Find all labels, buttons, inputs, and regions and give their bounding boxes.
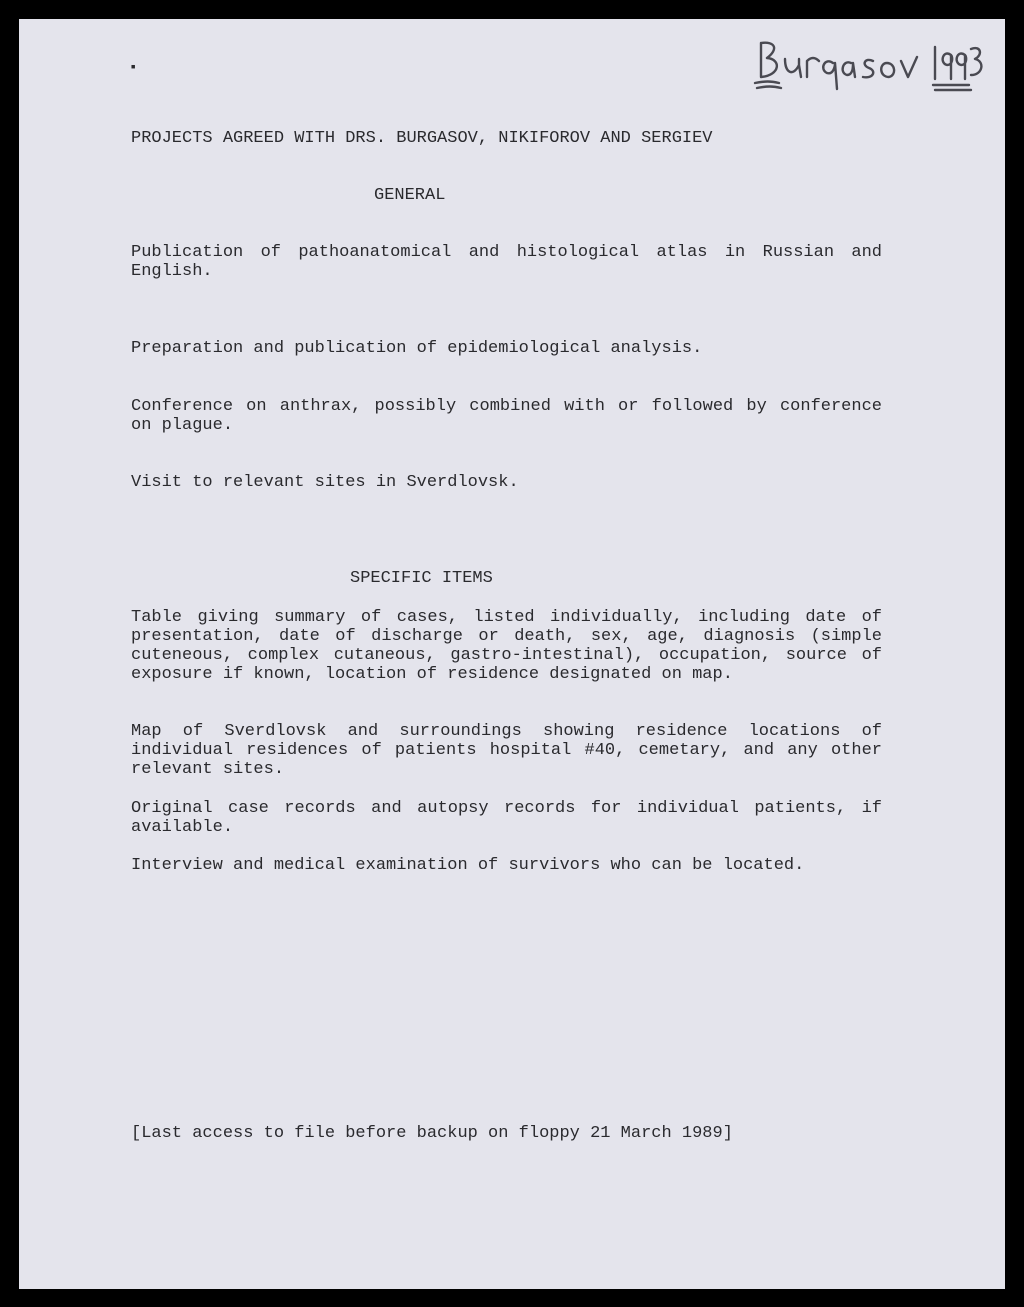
handwritten-annotation xyxy=(745,33,985,103)
section-heading-specific-items: SPECIFIC ITEMS xyxy=(350,569,493,588)
specific-item-map: Map of Sverdlovsk and surroundings showing residence locations of individual residences of patients hospital #40, cemetary, and any other relevant sites. xyxy=(131,722,882,779)
general-item-epidemiological-analysis: Preparation and publication of epidemiological analysis. xyxy=(131,339,703,358)
general-item-conference: Conference on anthrax, possibly combined with or followed by conference on plague. xyxy=(131,397,882,435)
general-item-site-visit: Visit to relevant sites in Sverdlovsk. xyxy=(131,473,519,492)
handwritten-signature-burgasov-1993 xyxy=(755,43,981,90)
specific-item-case-table: Table giving summary of cases, listed individually, including date of presentation, date of discharge or death, sex, age, diagnosis (simple cuteneous, complex cutaneous, gastro-intestinal), occupation, source of exposure if known, location of residence designated on map. xyxy=(131,608,882,684)
document-title: PROJECTS AGREED WITH DRS. BURGASOV, NIKIFOROV AND SERGIEV xyxy=(131,129,713,148)
general-item-atlas: Publication of pathoanatomical and histological atlas in Russian and English. xyxy=(131,243,882,281)
specific-item-interviews: Interview and medical examination of survivors who can be located. xyxy=(131,856,805,875)
margin-mark: ▪ xyxy=(129,60,138,76)
section-heading-general: GENERAL xyxy=(374,186,446,205)
footer-note: [Last access to file before backup on floppy 21 March 1989] xyxy=(131,1124,733,1143)
specific-item-case-records: Original case records and autopsy records for individual patients, if available. xyxy=(131,799,882,837)
document-page xyxy=(19,19,1005,1289)
